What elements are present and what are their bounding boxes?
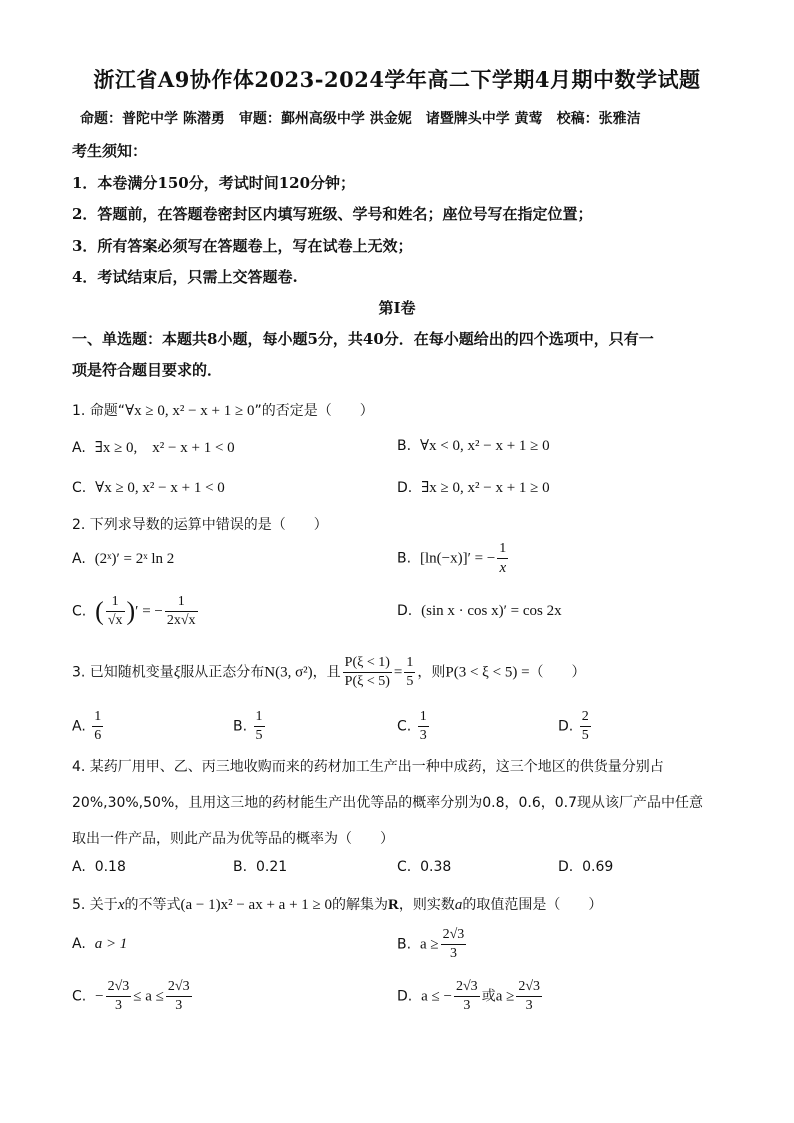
denominator: x [499, 560, 507, 576]
option-label: C. [72, 603, 87, 620]
q5-var: x [117, 897, 125, 913]
question-4-line-3: 取出一件产品，则此产品为优等品的概率为（ ） [72, 831, 394, 847]
option-text: (2ˣ)′ = 2ˣ ln 2 [94, 551, 175, 567]
numerator: 2√3 [106, 978, 132, 997]
denominator: 3 [525, 998, 533, 1013]
q3-suffix: （ ） [529, 664, 586, 681]
numerator: 1 [165, 593, 198, 612]
numerator: P(ξ < 1) [343, 654, 392, 673]
q2-option-d [397, 603, 562, 620]
q2-option-b [397, 540, 510, 577]
option-text: ∀x < 0, x² − x + 1 ≥ 0 [419, 438, 550, 454]
q5-option-c [72, 978, 194, 1015]
fraction [343, 654, 392, 691]
numerator: 1 [404, 654, 415, 673]
volume-title: 第Ⅰ卷 [378, 299, 416, 317]
denominator: 3 [175, 998, 183, 1013]
option-label: B. [397, 438, 412, 454]
denominator: 3 [419, 728, 427, 743]
section-heading-line2: 项是符合题目要求的． [72, 361, 223, 379]
denominator: √x [107, 613, 123, 628]
denominator: 3 [463, 998, 471, 1013]
q3-and: ，且 [312, 664, 341, 681]
q3-eq: = [393, 664, 403, 681]
numerator: 2√3 [441, 926, 467, 945]
q5-prefix: 5. 关于 [72, 897, 118, 913]
q3-option-b [233, 708, 267, 745]
fraction [106, 978, 132, 1015]
option-label: A. [72, 936, 86, 952]
q5-mid2: 的解集为 [332, 897, 389, 913]
numerator: 2√3 [454, 978, 480, 997]
notice-item-4: 4．考试结束后，只需上交答题卷. [72, 268, 298, 286]
numerator: 1 [254, 708, 265, 727]
option-label: A. [72, 551, 86, 567]
q1-option-d [397, 478, 550, 497]
option-label: C. [397, 859, 412, 875]
option-text: (sin x · cos x)′ = cos 2x [421, 603, 562, 619]
numerator: 2 [580, 708, 591, 727]
denominator: P(ξ < 5) [344, 674, 390, 689]
option-text: a > 1 [94, 936, 128, 952]
fraction [254, 708, 265, 745]
q1-option-b [397, 436, 550, 455]
q4-option-d [558, 859, 613, 875]
q3-prefix: 3. 已知随机变量 [72, 664, 174, 681]
option-label: B. [397, 936, 412, 953]
option-text: ∃x ≥ 0, x² − x + 1 < 0 [94, 440, 235, 456]
q5-mid3: ，则实数 [398, 897, 455, 913]
option-text: 0.18 [94, 859, 126, 875]
option-text: a ≤ − [421, 988, 452, 1005]
option-label: B. [233, 859, 248, 875]
option-label: C. [397, 718, 412, 735]
q1-option-a [72, 436, 235, 457]
q4-option-c [397, 859, 451, 875]
option-label: D. [558, 718, 574, 735]
question-4-line-1: 4. 某药厂用甲、乙、丙三地收购而来的药材加工生产出一种中成药，这三个地区的供货量分别占 [72, 759, 664, 775]
q3-option-c [397, 708, 431, 745]
section-heading-line1: 一、单选题：本题共8小题，每小题5分，共40分．在每小题给出的四个选项中，只有一 [72, 330, 654, 348]
page-title: 浙江省A9协作体2023-2024学年高二下学期4月期中数学试题 [93, 67, 701, 92]
fraction [441, 926, 467, 963]
fraction [580, 708, 591, 745]
option-text: a ≥ [419, 936, 439, 953]
denominator: 3 [114, 998, 122, 1013]
fraction [106, 593, 125, 630]
q3-dist: N(3, σ²) [264, 664, 313, 681]
denominator: 2x√x [166, 613, 196, 628]
option-text: 或 [481, 988, 496, 1005]
fraction [516, 978, 542, 1015]
option-label: C. [72, 988, 87, 1005]
option-text: 0.38 [420, 859, 452, 875]
numerator: 1 [92, 708, 103, 727]
fraction [92, 708, 103, 745]
q3-option-a [72, 708, 105, 745]
option-label: A. [72, 440, 86, 456]
option-text: a ≥ [495, 988, 515, 1005]
question-2-stem: 2. 下列求导数的运算中错误的是（ ） [72, 517, 328, 533]
q5-var2: a [454, 897, 463, 913]
option-label: D. [397, 988, 413, 1005]
denominator: 6 [94, 728, 102, 743]
q5-option-b [397, 926, 468, 963]
option-text: ∃x ≥ 0, x² − x + 1 ≥ 0 [421, 480, 550, 496]
numerator: 2√3 [516, 978, 542, 997]
option-text: 0.21 [255, 859, 288, 875]
q1-statement: ∀x ≥ 0, x² − x + 1 ≥ 0 [125, 403, 255, 419]
q1-option-c [72, 478, 225, 497]
fraction [454, 978, 480, 1015]
q5-set: R [388, 897, 399, 913]
q5-option-a [72, 936, 127, 953]
notice-item-1: 1．本卷满分150分，考试时间120分钟； [72, 174, 356, 192]
q4-option-a [72, 859, 126, 875]
option-label: B. [397, 550, 412, 567]
q2-option-c: C. ( $\frac{1}{√x}$ )′ = − $\frac{1}{2x√x}$ [72, 594, 196, 628]
question-5-stem [72, 894, 602, 914]
q3-xi: ξ [173, 664, 181, 681]
denominator: 3 [449, 946, 457, 961]
q5-option-d [397, 978, 544, 1015]
q2-option-a [72, 551, 174, 568]
notice-item-2: 2．答题前，在答题卷密封区内填写班级、学号和姓名；座位号写在指定位置； [72, 205, 593, 223]
fraction [165, 593, 198, 630]
option-label: C. [72, 480, 87, 496]
question-4-line-2: 20%,30%,50%，且用这三地的药材能生产出优等品的概率分别为0.8，0.6，0.7现从该厂产品中任意 [72, 795, 704, 811]
fraction [166, 978, 192, 1015]
q1-suffix: ”的否定是（ ） [254, 403, 374, 419]
q5-mid: 的不等式 [124, 897, 181, 913]
q3-ask: P(3 < ξ < 5) = [445, 664, 530, 681]
option-label: D. [397, 480, 413, 496]
authors-line: 命题：普陀中学 陈潜勇 审题：鄞州高级中学 洪金妮 诸暨牌头中学 黄莺 校稿：张雅洁 [80, 111, 641, 127]
option-text: ∀x ≥ 0, x² − x + 1 < 0 [95, 480, 225, 496]
fraction [404, 654, 415, 691]
option-label: B. [233, 718, 248, 735]
denominator: 5 [581, 728, 589, 743]
q4-option-b [233, 859, 287, 875]
question-1-stem [72, 400, 374, 420]
option-label: A. [72, 718, 86, 735]
option-label: D. [558, 859, 574, 875]
q5-suffix: 的取值范围是（ ） [462, 897, 603, 913]
question-3-stem [72, 654, 586, 691]
denominator: 5 [406, 674, 414, 689]
q5-ineq: (a − 1)x² − ax + a + 1 ≥ 0 [180, 897, 333, 913]
q1-prefix: 1. 命题“ [72, 403, 126, 419]
numerator: 1 [497, 540, 508, 559]
numerator: 1 [106, 593, 125, 612]
option-label: D. [397, 603, 413, 619]
denominator: 5 [255, 728, 263, 743]
option-text: ≤ a ≤ [133, 988, 164, 1005]
option-label: A. [72, 859, 86, 875]
numerator: 2√3 [166, 978, 192, 997]
option-text: − [95, 988, 104, 1005]
option-text: [ln(−x)]′ = − [419, 550, 496, 567]
notice-item-3: 3．所有答案必须写在答题卷上，写在试卷上无效； [72, 237, 413, 255]
q3-then: ，则 [417, 664, 446, 681]
option-text: ′ = − [135, 603, 163, 620]
fraction [497, 540, 508, 577]
fraction [418, 708, 429, 745]
q3-option-d [558, 708, 593, 745]
numerator: 1 [418, 708, 429, 727]
q3-mid: 服从正态分布 [180, 664, 265, 681]
notice-heading: 考生须知： [72, 142, 148, 160]
option-text: 0.69 [582, 859, 614, 875]
